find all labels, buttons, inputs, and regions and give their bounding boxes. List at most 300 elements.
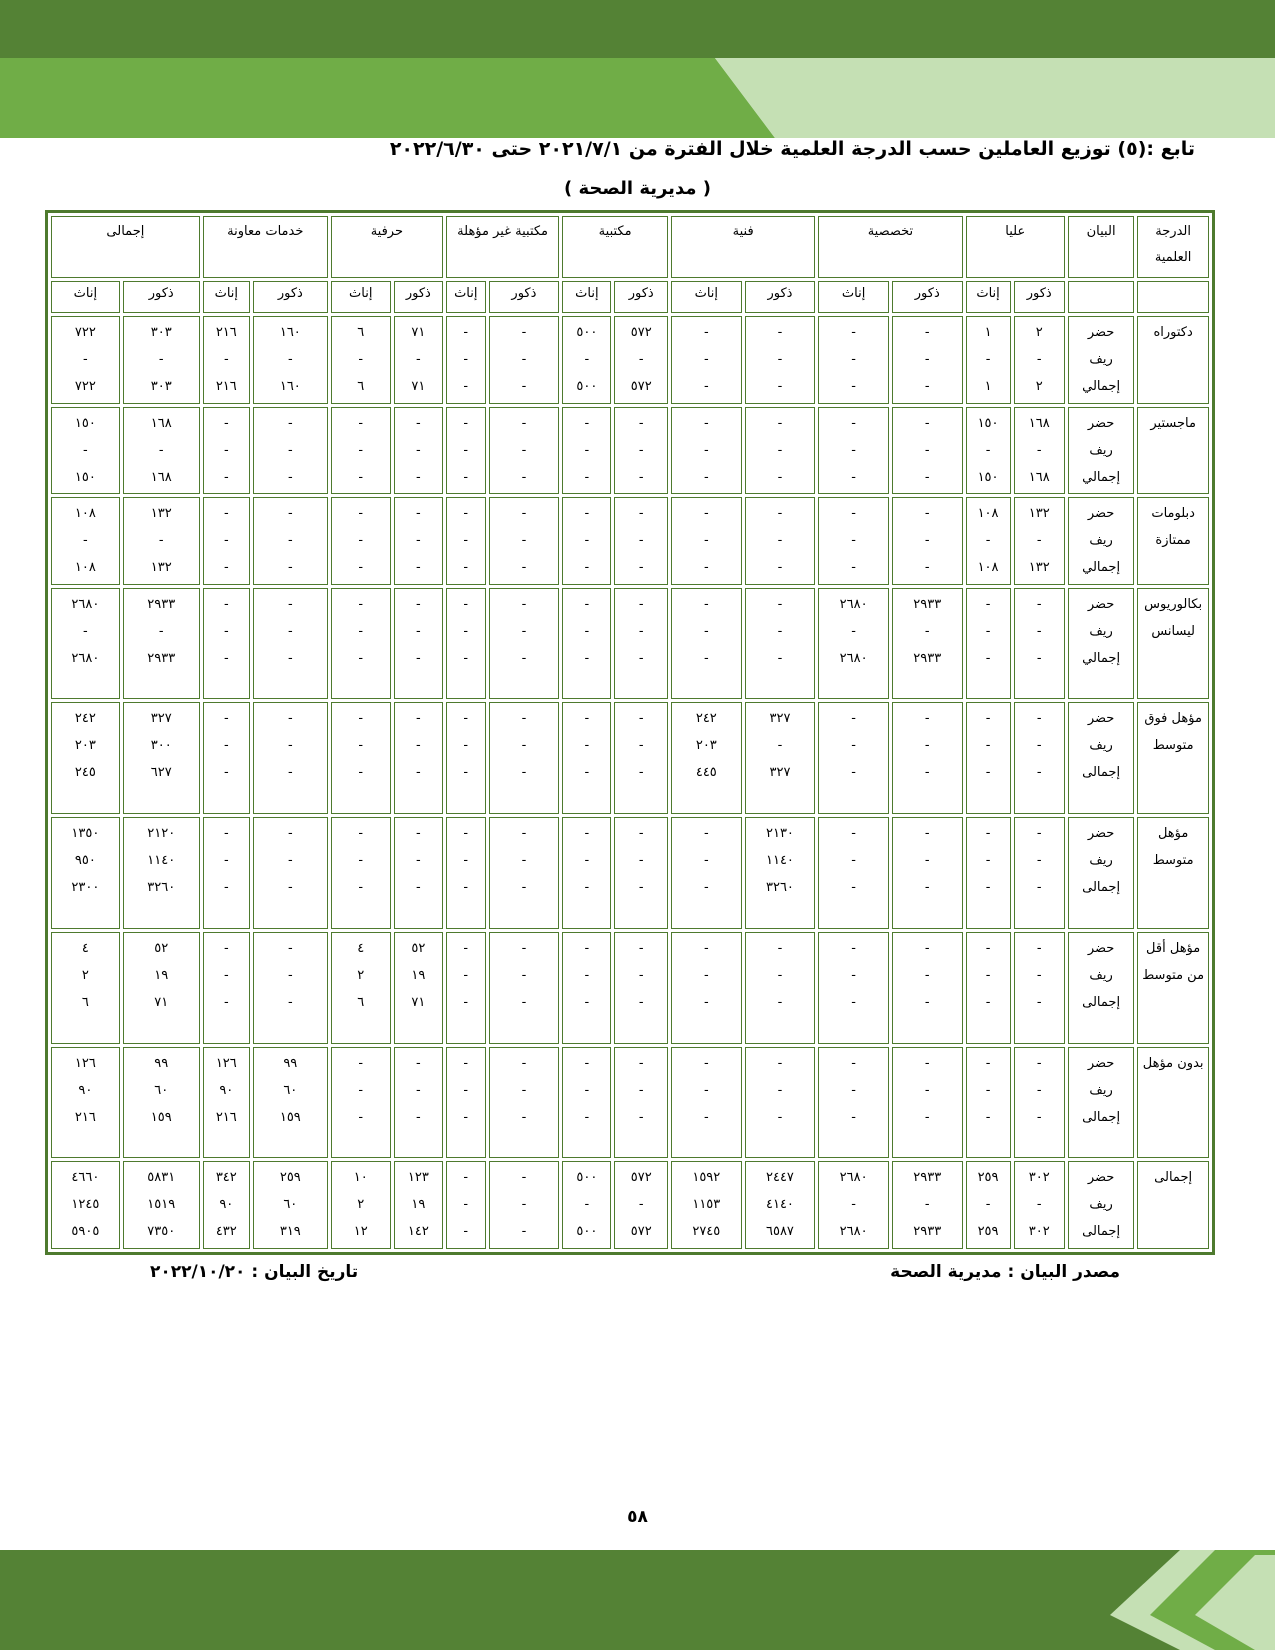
value-cell — [892, 932, 963, 1044]
statement-label: ريف — [1089, 533, 1113, 549]
value-cell — [614, 702, 668, 814]
value: - — [985, 880, 991, 896]
male-header: ذكور — [1014, 281, 1065, 313]
value: - — [416, 533, 421, 549]
statement-label: حضر — [1087, 506, 1115, 522]
value-cell — [1014, 1161, 1065, 1249]
value: ٢٣٠٠ — [71, 880, 100, 896]
value: - — [703, 1055, 709, 1071]
value-cell — [253, 407, 328, 495]
value-cell — [446, 1161, 486, 1249]
value: - — [463, 379, 469, 394]
value: ١١٤٠ — [147, 853, 176, 869]
value: ٦ — [357, 994, 365, 1010]
value: - — [223, 533, 229, 549]
value-cell — [671, 497, 742, 585]
value: ٦ — [81, 994, 89, 1010]
value: - — [584, 506, 590, 522]
value: - — [463, 442, 469, 458]
value: ٢ — [81, 967, 89, 983]
value-cell — [1014, 497, 1065, 585]
value: ١٥٩٢ — [692, 1170, 721, 1186]
value: - — [638, 469, 644, 485]
value: - — [1036, 623, 1042, 639]
value-cell — [253, 817, 328, 929]
value: - — [463, 325, 469, 340]
value-cell — [489, 702, 560, 814]
value: ٤ — [81, 940, 89, 956]
value: - — [521, 1224, 527, 1240]
value: - — [416, 442, 421, 458]
value: - — [985, 442, 991, 458]
value: - — [521, 1109, 527, 1125]
value: - — [703, 826, 709, 842]
value-cell — [818, 497, 889, 585]
group-header: فنية — [671, 216, 815, 278]
value: - — [1036, 853, 1042, 869]
page-number: ٥٨ — [627, 1507, 648, 1527]
value: ٤٣٢ — [215, 1224, 237, 1240]
value: ١٥٠ — [74, 469, 96, 485]
value-cell — [123, 1161, 200, 1249]
value: - — [851, 379, 856, 394]
value: - — [358, 853, 364, 869]
value-cell — [489, 932, 560, 1044]
value: ٦٠ — [283, 1082, 298, 1098]
value: - — [1036, 711, 1042, 727]
value: ١٥٠ — [977, 415, 999, 431]
value-cell — [892, 316, 963, 404]
value-cell — [745, 407, 816, 495]
group-header: حرفية — [331, 216, 443, 278]
value: - — [521, 596, 527, 612]
value-cell — [203, 817, 250, 929]
value: - — [851, 880, 856, 896]
value: - — [358, 650, 364, 666]
value: - — [584, 469, 590, 485]
female-header: إناث — [562, 281, 611, 313]
value: ٣٢٧ — [769, 711, 791, 727]
value: ٥٠٠ — [576, 379, 598, 394]
statement-cell — [1068, 932, 1134, 1044]
value: - — [358, 711, 364, 727]
value: - — [851, 994, 856, 1010]
value: - — [851, 560, 856, 576]
value: ٦ — [357, 379, 365, 394]
value: - — [358, 469, 364, 485]
value: - — [287, 623, 293, 639]
value: ٤١٤٠ — [765, 1197, 794, 1213]
value: - — [924, 442, 930, 458]
value: - — [985, 738, 991, 754]
statement-label: ريف — [1089, 1197, 1113, 1213]
value-cell — [446, 588, 486, 700]
value-cell — [253, 932, 328, 1044]
value: - — [463, 1224, 469, 1240]
value: ٢٥٩ — [977, 1170, 999, 1186]
value: - — [584, 1055, 590, 1071]
value: - — [638, 352, 644, 367]
value-cell — [745, 588, 816, 700]
value: ٢٤٢ — [695, 711, 717, 727]
value: - — [416, 765, 421, 781]
blank-header — [1068, 281, 1134, 313]
value: - — [287, 650, 293, 666]
value: ١٢٦ — [215, 1055, 237, 1071]
value: ٥٧٢ — [630, 1224, 652, 1240]
value: - — [416, 826, 421, 842]
value: - — [703, 994, 709, 1010]
degree-cell: مؤهل متوسط — [1137, 817, 1209, 929]
value: ١٣٢ — [1028, 560, 1050, 576]
value: - — [416, 469, 421, 485]
value: ٣٢٦٠ — [765, 880, 794, 896]
statement-cell — [1068, 817, 1134, 929]
statement-label: ريف — [1089, 623, 1113, 639]
value: - — [584, 880, 590, 896]
value: - — [223, 415, 229, 431]
value-cell — [394, 1047, 443, 1159]
statement-cell — [1068, 1047, 1134, 1159]
value-cell — [331, 497, 391, 585]
value: ٦٠ — [283, 1197, 298, 1213]
value: ٢١٦ — [215, 1109, 237, 1125]
value: ١٠ — [353, 1170, 368, 1186]
value: - — [287, 738, 293, 754]
value: - — [924, 560, 930, 576]
value-cell — [671, 817, 742, 929]
value: - — [638, 711, 644, 727]
value: ٢٤٥ — [74, 765, 96, 781]
value-cell — [394, 702, 443, 814]
value: - — [1036, 765, 1042, 781]
value: ٧٢٢ — [74, 379, 96, 394]
value: - — [851, 442, 856, 458]
value: - — [287, 352, 293, 367]
value: - — [924, 994, 930, 1010]
table-row — [51, 407, 1209, 495]
value-cell — [671, 407, 742, 495]
table-row — [51, 316, 1209, 404]
value: ٢٠٣ — [74, 738, 96, 754]
value: - — [83, 533, 88, 549]
value-cell — [203, 932, 250, 1044]
value: ٧٢٢ — [74, 325, 96, 340]
statement-label: ريف — [1089, 853, 1113, 869]
value-cell — [671, 932, 742, 1044]
value-cell — [489, 817, 560, 929]
value-cell — [51, 497, 120, 585]
value: ٩٩ — [283, 1055, 298, 1071]
value: - — [703, 1082, 709, 1098]
statement-label: حضر — [1087, 940, 1115, 956]
value: ٢ — [357, 1197, 365, 1213]
value: ١١٥٣ — [692, 1197, 721, 1213]
value: ٥٧٢ — [630, 1170, 652, 1186]
value: - — [703, 596, 709, 612]
value: - — [985, 533, 991, 549]
value: - — [851, 623, 856, 639]
value: - — [521, 506, 527, 522]
value: - — [584, 711, 590, 727]
value-cell — [671, 702, 742, 814]
table-row — [51, 932, 1209, 1044]
value: ٢١٦ — [74, 1109, 96, 1125]
value: - — [638, 1082, 644, 1098]
male-header: ذكور — [123, 281, 200, 313]
value: - — [287, 415, 293, 431]
value-cell — [253, 588, 328, 700]
value: - — [223, 352, 229, 367]
value: - — [638, 560, 644, 576]
value: - — [924, 1082, 930, 1098]
value: - — [777, 325, 783, 340]
value-cell — [446, 1047, 486, 1159]
value-cell — [614, 497, 668, 585]
value: - — [851, 738, 856, 754]
value: - — [924, 506, 930, 522]
value-cell — [562, 588, 611, 700]
value-cell — [966, 316, 1011, 404]
value-cell — [203, 1161, 250, 1249]
statement-header: البيان — [1068, 216, 1134, 278]
value: ٦٠ — [154, 1082, 169, 1098]
value: ١٥٩ — [150, 1109, 172, 1125]
value: - — [638, 623, 644, 639]
value: - — [851, 533, 856, 549]
value-cell — [123, 932, 200, 1044]
value: - — [416, 880, 421, 896]
value: - — [158, 623, 164, 639]
female-header: إناث — [818, 281, 889, 313]
value: - — [985, 853, 991, 869]
value-cell — [331, 1047, 391, 1159]
value: ٤٦٦٠ — [71, 1170, 100, 1186]
statement-label: إجمالى — [1082, 1224, 1121, 1240]
value: - — [638, 415, 644, 431]
value-cell — [562, 407, 611, 495]
value: - — [638, 994, 644, 1010]
value-cell — [331, 702, 391, 814]
degree-header: الدرجة العلمية — [1137, 216, 1209, 278]
value: ٣٢٧ — [150, 711, 172, 727]
value: ١٥٩ — [279, 1109, 301, 1125]
value: - — [777, 506, 783, 522]
value: ٢٤٤٧ — [765, 1170, 794, 1186]
value: - — [851, 1055, 856, 1071]
value: - — [521, 415, 527, 431]
value-cell — [446, 932, 486, 1044]
value: - — [463, 506, 469, 522]
value: - — [223, 560, 229, 576]
value: - — [638, 967, 644, 983]
value: - — [638, 940, 644, 956]
table-row — [51, 497, 1209, 585]
value-cell — [203, 407, 250, 495]
value-cell — [892, 702, 963, 814]
value-cell — [966, 702, 1011, 814]
value-cell — [562, 1047, 611, 1159]
female-header: إناث — [446, 281, 486, 313]
value-cell — [966, 932, 1011, 1044]
value: - — [521, 826, 527, 842]
value: - — [985, 967, 991, 983]
value: - — [851, 1109, 856, 1125]
value: ٢٦٨٠ — [839, 650, 868, 666]
value-cell — [51, 702, 120, 814]
statement-label: إجمالى — [1082, 1109, 1121, 1125]
value: - — [584, 415, 590, 431]
value: ١٠٨ — [74, 560, 96, 576]
value: - — [463, 650, 469, 666]
value: ١ — [984, 379, 992, 394]
value-cell — [892, 407, 963, 495]
table-row — [51, 588, 1209, 700]
value-cell — [446, 817, 486, 929]
table-frame — [45, 210, 1215, 1255]
value-cell — [489, 1047, 560, 1159]
value-cell — [966, 588, 1011, 700]
data-table — [48, 213, 1212, 1252]
value: ٧١ — [154, 994, 169, 1010]
value-cell — [818, 316, 889, 404]
value: - — [358, 352, 364, 367]
value: - — [703, 469, 709, 485]
value: - — [521, 711, 527, 727]
value: - — [287, 442, 293, 458]
value: ٢٦٨٠ — [71, 596, 100, 612]
value: - — [851, 1082, 856, 1098]
value: - — [416, 738, 421, 754]
value: - — [985, 765, 991, 781]
value-cell — [614, 316, 668, 404]
value: ١٣٢ — [150, 506, 172, 522]
male-header: ذكور — [745, 281, 816, 313]
value: - — [463, 1082, 469, 1098]
degree-cell: دبلومات ممتازة — [1137, 497, 1209, 585]
value-cell — [892, 1161, 963, 1249]
group-header: مكتبية — [562, 216, 668, 278]
value-cell — [1014, 316, 1065, 404]
value: - — [358, 623, 364, 639]
value-cell — [489, 497, 560, 585]
value: - — [703, 325, 709, 340]
value: ١١٤٠ — [765, 853, 794, 869]
value: ٣٠٢ — [1028, 1224, 1050, 1240]
value: - — [463, 596, 469, 612]
value-cell — [489, 1161, 560, 1249]
value: - — [924, 1197, 930, 1213]
value-cell — [818, 702, 889, 814]
value: ١٩ — [154, 967, 169, 983]
value: - — [416, 711, 421, 727]
value: ١٠٨ — [977, 560, 999, 576]
value: - — [703, 533, 709, 549]
value: - — [851, 967, 856, 983]
value-cell — [562, 702, 611, 814]
value: - — [638, 1109, 644, 1125]
value: - — [358, 738, 364, 754]
degree-cell: مؤهل أقل من متوسط — [1137, 932, 1209, 1044]
statement-label: حضر — [1087, 1055, 1115, 1071]
value-cell — [562, 316, 611, 404]
value: - — [223, 442, 229, 458]
value: ١٣٢ — [150, 560, 172, 576]
value: - — [463, 352, 469, 367]
value: - — [584, 1197, 590, 1213]
value-cell — [123, 817, 200, 929]
value: ٢٩٣٣ — [913, 650, 942, 666]
value: - — [851, 940, 856, 956]
value: - — [851, 352, 856, 367]
value-cell — [745, 1161, 816, 1249]
value: - — [287, 940, 293, 956]
group-header: عليا — [966, 216, 1065, 278]
value-cell — [51, 407, 120, 495]
value-cell — [394, 588, 443, 700]
value: - — [924, 379, 930, 394]
statement-label: إجمالي — [1082, 650, 1121, 666]
value: - — [521, 738, 527, 754]
value: ١٦٨ — [1028, 469, 1050, 485]
value: - — [358, 533, 364, 549]
value: - — [416, 596, 421, 612]
value: - — [985, 826, 991, 842]
value-cell — [562, 1161, 611, 1249]
value: - — [223, 711, 229, 727]
value-cell — [446, 702, 486, 814]
statement-cell — [1068, 316, 1134, 404]
value: - — [463, 853, 469, 869]
value: - — [1036, 1055, 1042, 1071]
value: - — [1036, 967, 1042, 983]
value: ٢١٣٠ — [765, 826, 794, 842]
value: ١٣٢ — [1028, 506, 1050, 522]
value: - — [83, 623, 88, 639]
value-cell — [818, 588, 889, 700]
value: - — [521, 880, 527, 896]
female-header: إناث — [966, 281, 1011, 313]
value: - — [287, 560, 293, 576]
value: ٢٦٨٠ — [839, 1224, 868, 1240]
value: - — [1036, 1197, 1042, 1213]
value-cell — [489, 407, 560, 495]
value: - — [1036, 596, 1042, 612]
value: - — [703, 940, 709, 956]
female-header: إناث — [51, 281, 120, 313]
female-header: إناث — [671, 281, 742, 313]
table-row — [51, 702, 1209, 814]
value-cell — [562, 817, 611, 929]
value: - — [703, 967, 709, 983]
value-cell — [671, 588, 742, 700]
value: ٢٥٩ — [279, 1170, 301, 1186]
value: - — [287, 596, 293, 612]
value: ١٣٥٠ — [71, 826, 100, 842]
value: - — [777, 533, 783, 549]
value-cell — [745, 497, 816, 585]
value: - — [777, 1109, 783, 1125]
value: - — [223, 994, 229, 1010]
value: - — [158, 442, 164, 458]
value: ٢١٦ — [215, 325, 237, 340]
statement-label: ريف — [1089, 352, 1113, 367]
value: ٦٥٨٧ — [765, 1224, 794, 1240]
value: ٢٧٤٥ — [692, 1224, 721, 1240]
value: - — [584, 533, 590, 549]
value: - — [287, 469, 293, 485]
value: - — [1036, 826, 1042, 842]
